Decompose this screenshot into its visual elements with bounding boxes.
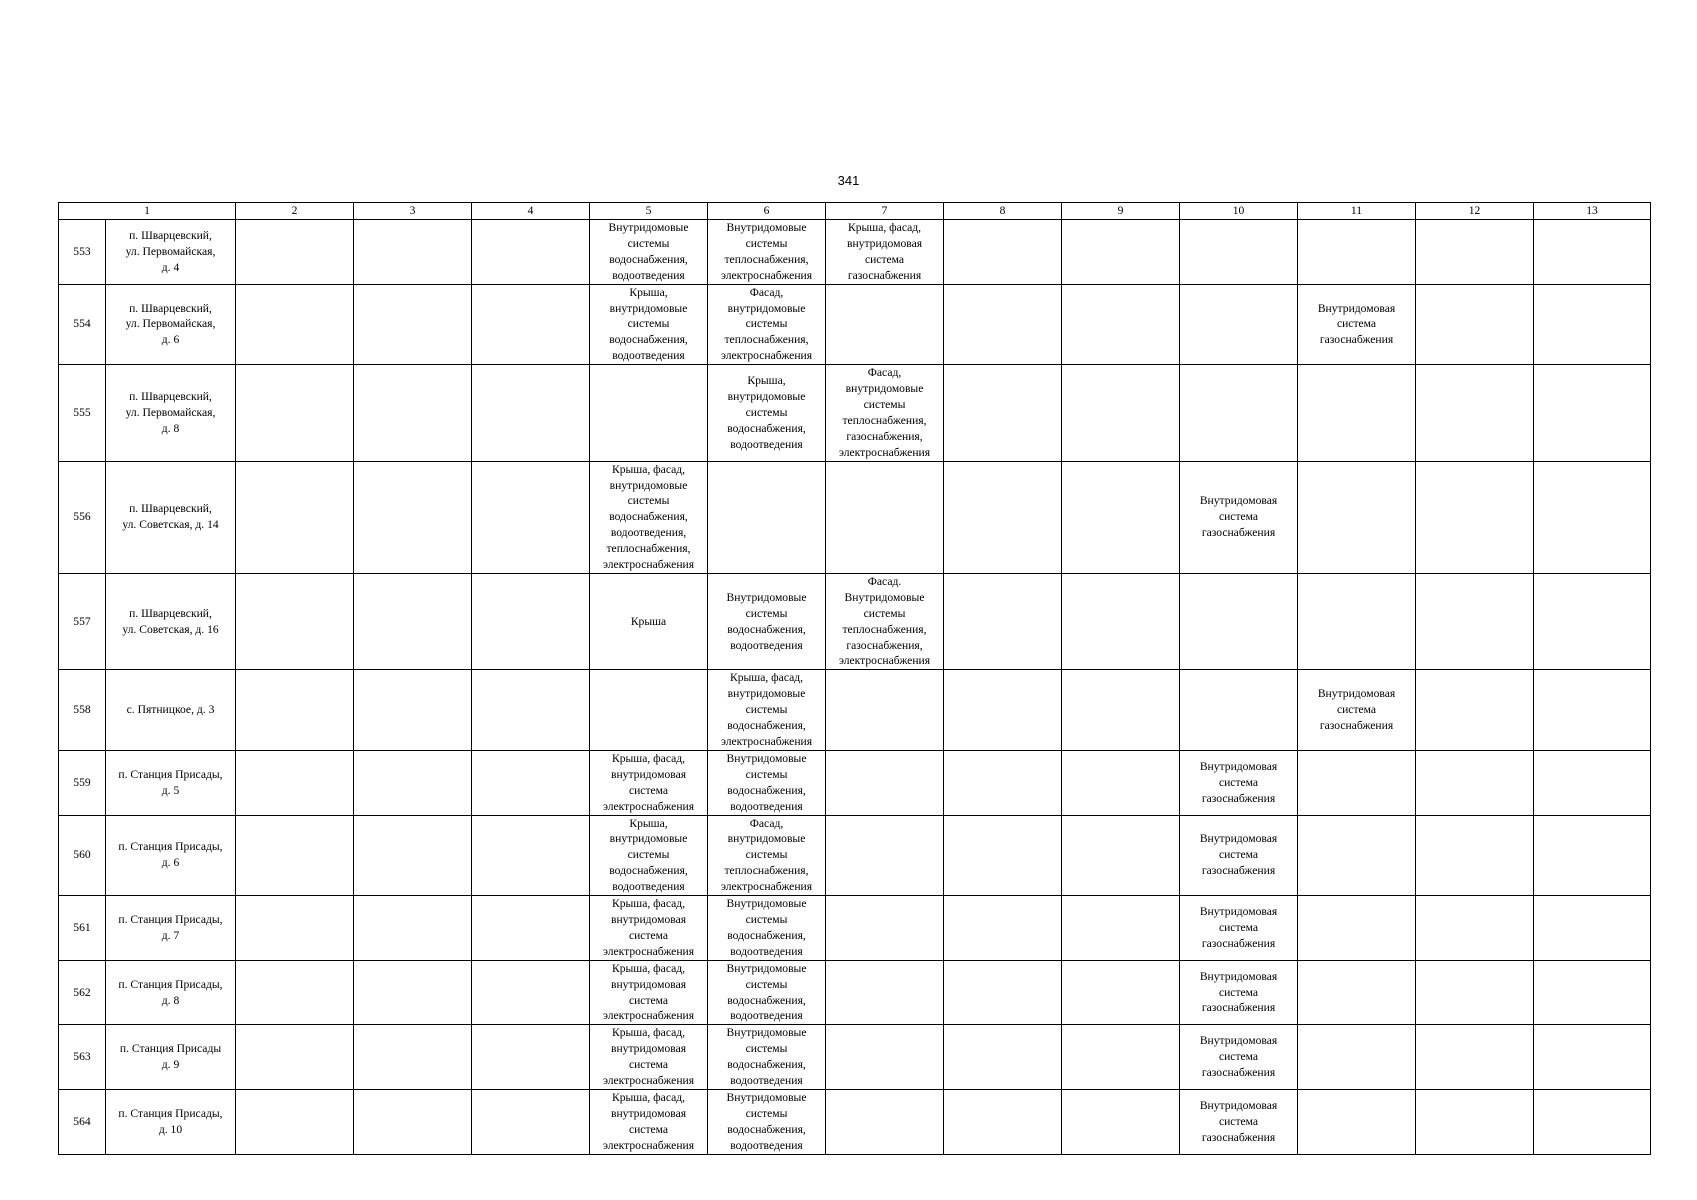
cell-col-5 [590, 750, 708, 815]
cell-col-9 [1062, 573, 1180, 669]
address-text: с. Пятницкое, д. 3 [126, 703, 215, 717]
cell-text: Внутридомовые системы теплоснабжения, электроснабжения [720, 221, 813, 282]
cell-col-7 [826, 670, 944, 751]
cell-col-7 [826, 960, 944, 1025]
column-header: 5 [590, 203, 708, 220]
table-row [59, 896, 1651, 961]
cell-col-3 [354, 750, 472, 815]
cell-col-2 [236, 573, 354, 669]
cell-col-8 [944, 1089, 1062, 1154]
cell-text: Внутридомовая система газоснабжения [1199, 759, 1278, 805]
cell-col-12 [1416, 1089, 1534, 1154]
cell-col-12 [1416, 284, 1534, 365]
cell-col-12 [1416, 1025, 1534, 1090]
cell-col-6 [708, 1025, 826, 1090]
cell-col-2 [236, 750, 354, 815]
cell-col-10 [1180, 670, 1298, 751]
cell-col-7 [826, 750, 944, 815]
table-row [59, 573, 1651, 669]
cell-col-4 [472, 896, 590, 961]
cell-col-6 [708, 220, 826, 285]
cell-col-2 [236, 1089, 354, 1154]
cell-col-13 [1534, 284, 1651, 365]
cell-text: Крыша, внутридомовые системы водоснабжения, водоотведения [609, 285, 688, 363]
cell-col-5 [590, 896, 708, 961]
row-number: 564 [59, 1089, 106, 1154]
cell-col-8 [944, 220, 1062, 285]
cell-text: Крыша, внутридомовые системы водоснабжения, водоотведения [727, 374, 806, 451]
cell-col-8 [944, 815, 1062, 896]
cell-text: Крыша, фасад, внутридомовая система газоснабжения [846, 221, 923, 282]
table-row [59, 815, 1651, 896]
address-text: п. Шварцевский, ул. Первомайская, д. 6 [125, 301, 216, 347]
cell-col-4 [472, 365, 590, 461]
row-number: 556 [59, 461, 106, 573]
cell-col-8 [944, 1025, 1062, 1090]
cell-col-3 [354, 461, 472, 573]
cell-text: Внутридомовая система газоснабжения [1199, 1034, 1278, 1080]
cell-text: Крыша, фасад, внутридомовая система электроснабжения [602, 961, 695, 1023]
cell-col-12 [1416, 670, 1534, 751]
cell-col-12 [1416, 220, 1534, 285]
cell-col-9 [1062, 220, 1180, 285]
cell-col-6 [708, 461, 826, 573]
cell-col-2 [236, 461, 354, 573]
address-text: п. Станция Присады, д. 8 [118, 977, 223, 1007]
address-text: п. Шварцевский, ул. Первомайская, д. 8 [125, 390, 216, 435]
cell-col-3 [354, 573, 472, 669]
cell-col-6 [708, 960, 826, 1025]
address-cell [106, 1089, 236, 1154]
address-cell [106, 573, 236, 669]
cell-col-13 [1534, 815, 1651, 896]
address-cell [106, 750, 236, 815]
cell-col-11 [1298, 960, 1416, 1025]
cell-text: Крыша, фасад, внутридомовые системы водоснабжения, водоотведения, теплоснабжения, электроснабжения [602, 462, 695, 572]
cell-col-8 [944, 960, 1062, 1025]
cell-col-13 [1534, 960, 1651, 1025]
row-number: 558 [59, 670, 106, 751]
cell-col-10 [1180, 750, 1298, 815]
cell-col-5 [590, 960, 708, 1025]
cell-text: Внутридомовая система газоснабжения [1317, 687, 1396, 733]
cell-col-11 [1298, 1089, 1416, 1154]
cell-col-13 [1534, 365, 1651, 461]
cell-col-4 [472, 1089, 590, 1154]
row-number: 554 [59, 284, 106, 365]
row-number: 553 [59, 220, 106, 285]
cell-col-9 [1062, 896, 1180, 961]
table-row [59, 365, 1651, 461]
cell-col-13 [1534, 1025, 1651, 1090]
address-cell [106, 220, 236, 285]
column-header: 4 [472, 203, 590, 220]
cell-col-12 [1416, 896, 1534, 961]
cell-col-11 [1298, 573, 1416, 669]
cell-col-11 [1298, 461, 1416, 573]
cell-col-7 [826, 284, 944, 365]
table-row [59, 461, 1651, 573]
cell-col-4 [472, 284, 590, 365]
cell-text: Крыша, фасад, внутридомовая система электроснабжения [602, 897, 695, 958]
cell-col-9 [1062, 670, 1180, 751]
cell-col-7 [826, 365, 944, 461]
column-header: 9 [1062, 203, 1180, 220]
header-row [59, 203, 1651, 220]
cell-text: Фасад. Внутридомовые системы теплоснабжения, газоснабжения, электроснабжения [838, 574, 931, 668]
cell-col-4 [472, 960, 590, 1025]
column-header: 12 [1416, 203, 1534, 220]
cell-col-2 [236, 815, 354, 896]
cell-col-6 [708, 750, 826, 815]
cell-text: Внутридомовые системы водоснабжения, водоотведения [726, 897, 807, 958]
cell-col-9 [1062, 960, 1180, 1025]
cell-col-4 [472, 220, 590, 285]
cell-col-10 [1180, 1025, 1298, 1090]
table-row [59, 960, 1651, 1025]
cell-col-11 [1298, 896, 1416, 961]
cell-col-9 [1062, 1089, 1180, 1154]
address-text: п. Станция Присады д. 9 [119, 1042, 222, 1072]
address-text: п. Станция Присады, д. 10 [118, 1106, 223, 1136]
cell-col-11 [1298, 750, 1416, 815]
cell-col-6 [708, 815, 826, 896]
cell-col-6 [708, 284, 826, 365]
cell-col-8 [944, 750, 1062, 815]
cell-col-6 [708, 1089, 826, 1154]
cell-text: Внутридомовая система газоснабжения [1317, 301, 1396, 347]
cell-col-3 [354, 220, 472, 285]
cell-col-10 [1180, 960, 1298, 1025]
cell-col-12 [1416, 750, 1534, 815]
row-number: 557 [59, 573, 106, 669]
cell-col-13 [1534, 220, 1651, 285]
cell-col-11 [1298, 365, 1416, 461]
address-text: п. Шварцевский, ул. Советская, д. 14 [122, 502, 219, 532]
cell-text: Внутридомовые системы водоснабжения, водоотведения [726, 751, 807, 813]
cell-col-13 [1534, 461, 1651, 573]
cell-col-3 [354, 670, 472, 751]
row-number: 562 [59, 960, 106, 1025]
address-text: п. Шварцевский, ул. Советская, д. 16 [122, 606, 219, 636]
cell-col-4 [472, 815, 590, 896]
cell-col-12 [1416, 815, 1534, 896]
page-number: 341 [837, 173, 860, 188]
cell-col-12 [1416, 573, 1534, 669]
cell-col-6 [708, 896, 826, 961]
cell-col-2 [236, 284, 354, 365]
cell-col-5 [590, 815, 708, 896]
cell-col-9 [1062, 750, 1180, 815]
cell-col-11 [1298, 670, 1416, 751]
repair-schedule-table [58, 202, 1651, 1155]
cell-col-11 [1298, 815, 1416, 896]
table-row [59, 750, 1651, 815]
cell-col-9 [1062, 461, 1180, 573]
address-text: п. Станция Присады, д. 7 [118, 912, 223, 942]
cell-col-3 [354, 960, 472, 1025]
cell-col-5 [590, 1089, 708, 1154]
cell-col-13 [1534, 670, 1651, 751]
cell-col-6 [708, 670, 826, 751]
cell-col-10 [1180, 573, 1298, 669]
row-number: 560 [59, 815, 106, 896]
cell-col-4 [472, 573, 590, 669]
address-cell [106, 365, 236, 461]
cell-text: Внутридомовые системы водоснабжения, водоотведения [726, 1026, 807, 1088]
cell-col-5 [590, 365, 708, 461]
cell-text: Крыша, фасад, внутридомовая система электроснабжения [602, 751, 695, 813]
cell-col-5 [590, 284, 708, 365]
cell-col-10 [1180, 1089, 1298, 1154]
cell-col-7 [826, 220, 944, 285]
address-cell [106, 284, 236, 365]
cell-col-11 [1298, 284, 1416, 365]
cell-col-8 [944, 461, 1062, 573]
cell-col-8 [944, 670, 1062, 751]
address-cell [106, 815, 236, 896]
column-header: 2 [236, 203, 354, 220]
column-header: 7 [826, 203, 944, 220]
cell-col-13 [1534, 1089, 1651, 1154]
cell-col-10 [1180, 220, 1298, 285]
cell-text: Внутридомовая система газоснабжения [1199, 969, 1278, 1015]
cell-text: Внутридомовые системы водоснабжения, водоотведения [726, 1090, 807, 1152]
cell-col-11 [1298, 220, 1416, 285]
cell-text: Крыша, фасад, внутридомовые системы водоснабжения, электроснабжения [720, 671, 813, 748]
cell-col-13 [1534, 896, 1651, 961]
cell-col-2 [236, 896, 354, 961]
cell-col-3 [354, 1089, 472, 1154]
cell-col-7 [826, 896, 944, 961]
cell-text: Внутридомовые системы водоснабжения, водоотведения [726, 961, 807, 1023]
cell-col-10 [1180, 461, 1298, 573]
table-row [59, 284, 1651, 365]
cell-col-3 [354, 1025, 472, 1090]
cell-col-5 [590, 461, 708, 573]
cell-col-4 [472, 461, 590, 573]
column-header: 11 [1298, 203, 1416, 220]
address-cell [106, 1025, 236, 1090]
cell-col-9 [1062, 365, 1180, 461]
cell-col-10 [1180, 365, 1298, 461]
cell-col-5 [590, 573, 708, 669]
cell-col-2 [236, 670, 354, 751]
cell-col-13 [1534, 750, 1651, 815]
table-row [59, 1025, 1651, 1090]
cell-col-2 [236, 365, 354, 461]
cell-col-4 [472, 750, 590, 815]
cell-col-3 [354, 365, 472, 461]
row-number: 563 [59, 1025, 106, 1090]
address-cell [106, 461, 236, 573]
cell-col-10 [1180, 815, 1298, 896]
table-body [59, 203, 1651, 1155]
cell-text: Внутридомовые системы водоснабжения, водоотведения [726, 590, 807, 652]
cell-text: Крыша [630, 614, 667, 628]
cell-col-5 [590, 1025, 708, 1090]
cell-text: Крыша, фасад, внутридомовая система электроснабжения [602, 1090, 695, 1152]
cell-col-11 [1298, 1025, 1416, 1090]
cell-col-9 [1062, 1025, 1180, 1090]
cell-col-2 [236, 220, 354, 285]
cell-text: Фасад, внутридомовые системы теплоснабжения, электроснабжения [720, 285, 813, 363]
cell-col-7 [826, 1089, 944, 1154]
cell-col-6 [708, 573, 826, 669]
address-cell [106, 960, 236, 1025]
cell-col-3 [354, 896, 472, 961]
cell-col-3 [354, 284, 472, 365]
cell-text: Фасад, внутридомовые системы теплоснабжения, электроснабжения [720, 816, 813, 894]
cell-text: Внутридомовая система газоснабжения [1199, 905, 1278, 950]
cell-col-8 [944, 284, 1062, 365]
cell-text: Фасад, внутридомовые системы теплоснабжения, газоснабжения, электроснабжения [838, 366, 931, 459]
cell-col-12 [1416, 365, 1534, 461]
row-number: 559 [59, 750, 106, 815]
cell-col-8 [944, 573, 1062, 669]
column-header: 1 [59, 203, 236, 220]
cell-col-10 [1180, 284, 1298, 365]
cell-col-12 [1416, 960, 1534, 1025]
cell-col-2 [236, 1025, 354, 1090]
cell-col-5 [590, 670, 708, 751]
cell-col-13 [1534, 573, 1651, 669]
table-row [59, 670, 1651, 751]
cell-col-10 [1180, 896, 1298, 961]
column-header: 13 [1534, 203, 1651, 220]
cell-col-12 [1416, 461, 1534, 573]
cell-col-7 [826, 815, 944, 896]
cell-text: Внутридомовая система газоснабжения [1199, 832, 1278, 878]
cell-col-7 [826, 461, 944, 573]
cell-col-8 [944, 896, 1062, 961]
address-cell [106, 896, 236, 961]
address-cell [106, 670, 236, 751]
cell-text: Крыша, внутридомовые системы водоснабжения, водоотведения [609, 816, 688, 894]
column-header: 3 [354, 203, 472, 220]
cell-col-6 [708, 365, 826, 461]
cell-text: Внутридомовая система газоснабжения [1199, 1098, 1278, 1144]
address-text: п. Шварцевский, ул. Первомайская, д. 4 [125, 228, 216, 274]
cell-text: Внутридомовая система газоснабжения [1199, 494, 1278, 540]
cell-col-8 [944, 365, 1062, 461]
table-row [59, 220, 1651, 285]
cell-col-5 [590, 220, 708, 285]
table-row [59, 1089, 1651, 1154]
cell-col-9 [1062, 284, 1180, 365]
cell-col-7 [826, 1025, 944, 1090]
cell-col-4 [472, 670, 590, 751]
cell-col-9 [1062, 815, 1180, 896]
address-text: п. Станция Присады, д. 5 [118, 767, 223, 797]
cell-col-4 [472, 1025, 590, 1090]
column-header: 6 [708, 203, 826, 220]
column-header: 8 [944, 203, 1062, 220]
cell-text: Крыша, фасад, внутридомовая система электроснабжения [602, 1026, 695, 1088]
cell-text: Внутридомовые системы водоснабжения, водоотведения [608, 221, 689, 282]
cell-col-3 [354, 815, 472, 896]
column-header: 10 [1180, 203, 1298, 220]
row-number: 555 [59, 365, 106, 461]
cell-col-2 [236, 960, 354, 1025]
address-text: п. Станция Присады, д. 6 [118, 840, 223, 870]
cell-col-7 [826, 573, 944, 669]
row-number: 561 [59, 896, 106, 961]
